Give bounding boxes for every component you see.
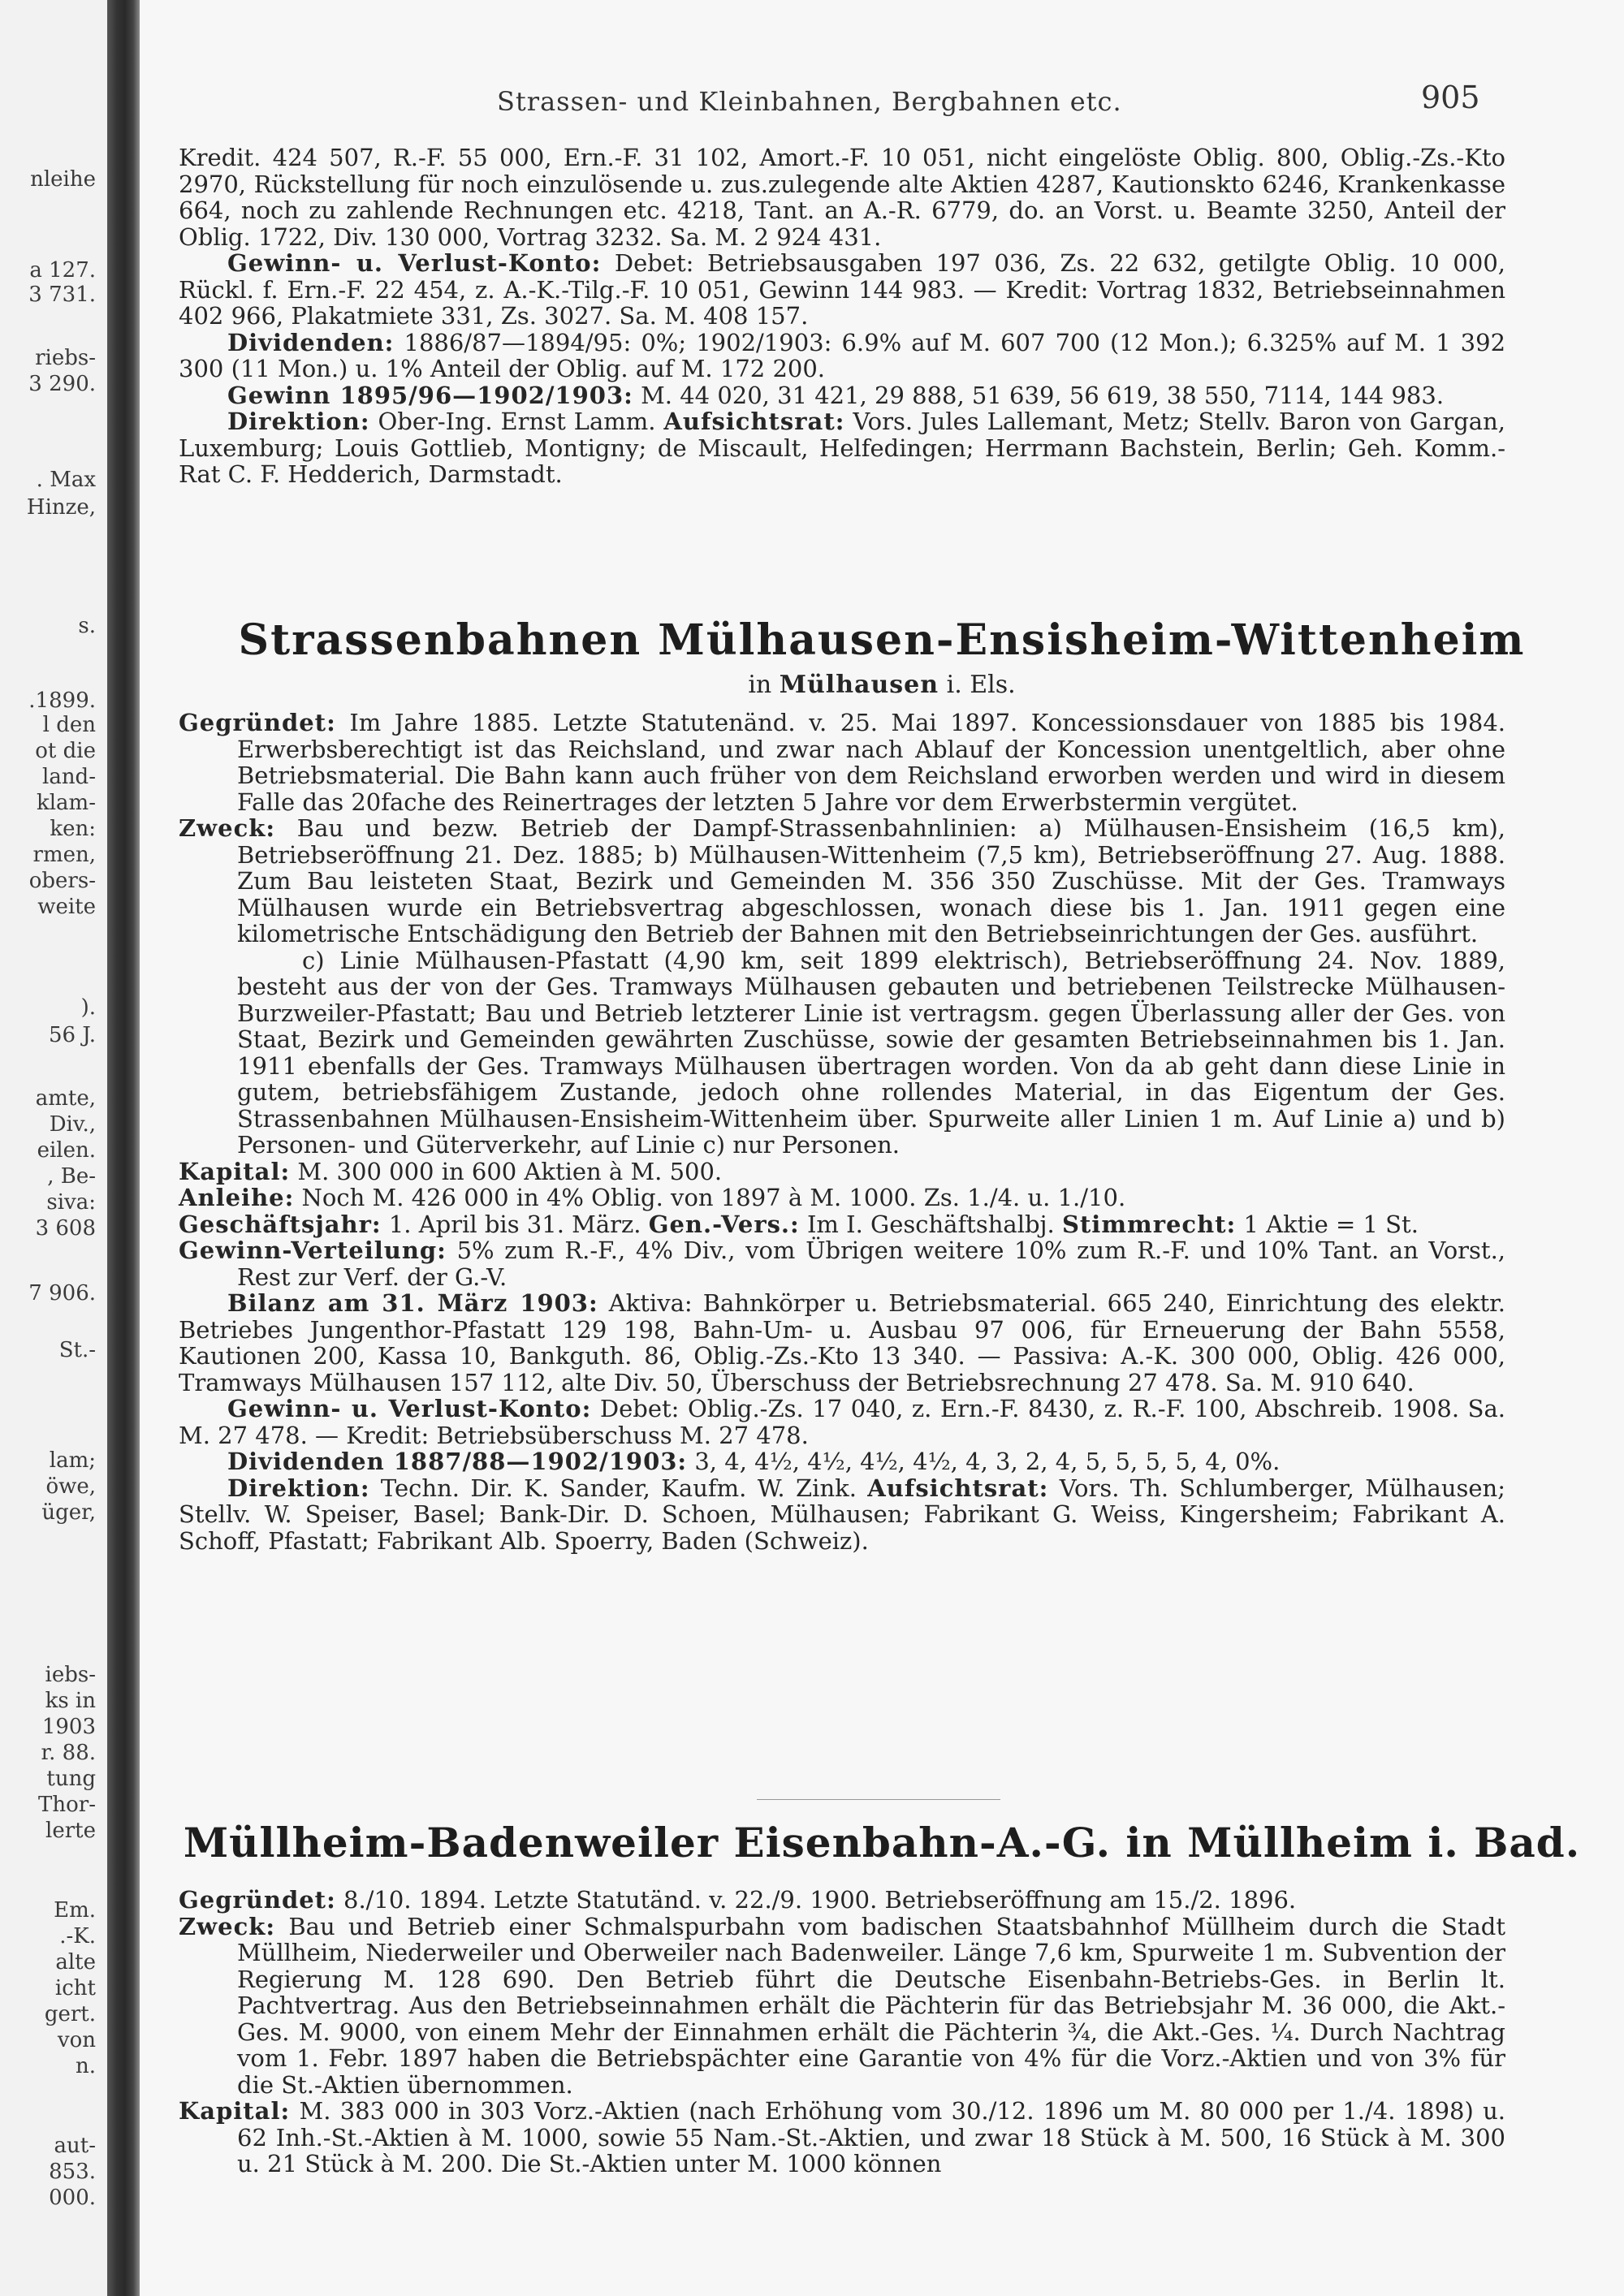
margin-fragment: gert. <box>44 2002 96 2026</box>
dividends-paragraph <box>179 1448 1505 1475</box>
margin-fragment: iebs- <box>45 1663 96 1687</box>
document-page <box>140 0 1624 2296</box>
margin-fragment: land- <box>42 765 96 789</box>
dividends-paragraph <box>179 330 1505 382</box>
field-label: Direktion: <box>227 408 370 435</box>
field-label: Zweck: <box>179 814 276 842</box>
field-label: Gewinn 1895/96—1902/1903: <box>227 381 633 409</box>
field-value: 1. April bis 31. März. <box>388 1210 641 1238</box>
margin-fragment: ot die <box>35 739 96 763</box>
company-entry <box>179 1887 1505 2177</box>
field-value: Aktiva: Bahnkörper u. Betriebsmaterial. 665 240, Einrichtung des elektr. Betriebes Jungenthor-Pfastatt 129 198, Bahn-Um- u. Ausbau 97 006, für Erneuerung der Bahn 5558, Kautionen 200, Kassa 10, Bankguth. 86, Oblig.-Zs.-Kto 13 340. — Passiva: A.-K. 300 000, Oblig. 426 000, Tramways Mülhausen 157 112, alte Div. 50, Überschuss der Betriebsrechnung 27 478. Sa. M. 910 640. <box>179 1289 1505 1396</box>
margin-fragment: klam- <box>36 791 96 815</box>
margin-fragment: n. <box>75 2054 96 2078</box>
margin-fragment: Thor- <box>38 1793 96 1817</box>
margin-fragment: Div., <box>49 1112 96 1137</box>
field-label: Zweck: <box>179 1912 276 1940</box>
margin-fragment: obers- <box>28 869 96 893</box>
margin-fragment: 3 608 <box>35 1216 96 1241</box>
margin-fragment: von <box>57 2028 96 2052</box>
profit-loss-paragraph <box>179 1396 1505 1448</box>
field-value: 1886/87—1894/95: 0%; 1902/1903: 6.9% auf M. 607 700 (12 Mon.); 6.325% auf M. 1 392 300 (11 Mon.) u. 1% Anteil der Oblig. auf M. 172 200. <box>179 328 1506 382</box>
profit-history-paragraph <box>179 382 1505 409</box>
field-value: Im I. Geschäftshalbj. <box>806 1210 1055 1238</box>
field-label: Gegründet: <box>179 709 336 736</box>
margin-fragment: 3 290. <box>28 372 96 396</box>
book-gutter <box>107 0 140 2296</box>
capital-paragraph <box>179 1159 1505 1185</box>
field-value: M. 383 000 in 303 Vorz.-Aktien (nach Erhöhung vom 30./12. 1896 um M. 80 000 per 1./4. 1898) u. 62 Inh.-St.-Aktien à M. 1000, sowie 55 Nam.-St.-Aktien, und zwar 18 Stück à M. 500, 16 Stück à M. 300 u. 21 Stück à M. 200. Die St.-Aktien unter M. 1000 können <box>237 2097 1506 2177</box>
field-label: Aufsichtsrat: <box>663 408 845 435</box>
margin-fragment: ). <box>80 995 96 1020</box>
margin-fragment: ken: <box>50 817 96 841</box>
margin-fragment: siva: <box>46 1190 96 1215</box>
margin-fragment: tung <box>46 1767 96 1791</box>
section-continuation <box>179 145 1505 488</box>
management-paragraph <box>179 1475 1505 1555</box>
subtitle-prefix: in <box>748 671 772 699</box>
field-label: Dividenden: <box>227 328 395 356</box>
field-value: 1 Aktie = 1 St. <box>1243 1210 1419 1238</box>
field-value: 8./10. 1894. Letzte Statutänd. v. 22./9. 1900. Betriebseröffnung am 15./2. 1896. <box>343 1886 1297 1914</box>
margin-fragment: 853. <box>49 2160 96 2184</box>
margin-fragment: riebs- <box>35 346 96 370</box>
field-value: Noch M. 426 000 in 4% Oblig. von 1897 à M. 1000. Zs. 1./4. u. 1./10. <box>301 1184 1126 1211</box>
field-label: Gewinn- u. Verlust-Konto: <box>227 1395 592 1422</box>
field-value: Debet: Betriebsausgaben 197 036, Zs. 22 632, getilgte Oblig. 10 000, Rückl. f. Ern.-F. 22 454, z. A.-K.-Tilg.-F. 10 051, Gewinn 144 983. — Kredit: Vortrag 1832, Betriebseinnahmen 402 966, Plakatmiete 331, Zs. 3027. Sa. M. 408 157. <box>179 249 1506 330</box>
margin-fragment: s. <box>78 614 96 638</box>
field-label: Gewinn- u. Verlust-Konto: <box>227 249 602 277</box>
margin-fragment: rmen, <box>32 843 96 867</box>
field-value: M. 300 000 in 600 Aktien à M. 500. <box>297 1157 723 1185</box>
margin-fragment: alte <box>55 1950 96 1974</box>
margin-fragment: lerte <box>45 1819 96 1843</box>
field-label: Direktion: <box>227 1474 370 1502</box>
balance-paragraph <box>179 1290 1505 1396</box>
margin-fragment: . Max <box>36 468 96 492</box>
capital-paragraph <box>179 2098 1505 2177</box>
running-head: Strassen- und Kleinbahnen, Bergbahnen etc. <box>497 86 1122 117</box>
subtitle-suffix: i. Els. <box>946 671 1016 699</box>
field-label: Geschäftsjahr: <box>179 1210 382 1238</box>
margin-fragment: , Be- <box>47 1164 96 1189</box>
previous-page-margin <box>0 0 107 2296</box>
field-label: Gen.-Vers.: <box>648 1210 800 1238</box>
field-value: Techn. Dir. K. Sander, Kaufm. W. Zink. <box>380 1474 857 1502</box>
field-label: Aufsichtsrat: <box>867 1474 1049 1502</box>
margin-fragment: amte, <box>35 1086 96 1111</box>
margin-fragment: .1899. <box>28 688 96 713</box>
subtitle-place: Mülhausen <box>779 671 939 699</box>
field-value: Im Jahre 1885. Letzte Statutenänd. v. 25. Mai 1897. Koncessionsdauer von 1885 bis 1984. Erwerbsberechtigt ist das Reichsland, und zwar nach Ablauf der Koncession unentgeltlich, aber ohne Betriebsmaterial. Die Bahn kann auch früher von dem Reichsland erworben werden und wird in diesem Falle das 20fache des Reinertrages der letzten 5 Jahre vor dem Erwerbstermin vergütet. <box>237 709 1505 816</box>
field-label: Gegründet: <box>179 1886 336 1914</box>
field-label: Stimmrecht: <box>1061 1210 1237 1238</box>
company-entry <box>179 710 1505 1554</box>
field-value: M. 44 020, 31 421, 29 888, 51 639, 56 619, 38 550, 7114, 144 983. <box>641 381 1445 409</box>
company-title: Müllheim-Badenweiler Eisenbahn-A.-G. in Müllheim i. Bad. <box>183 1819 1581 1867</box>
field-value: Vors. Jules Lallemant, Metz; Stellv. Baron von Gargan, Luxemburg; Louis Gottlieb, Montigny; de Miscault, Helfedingen; Herrmann Bachstein, Berlin; Geh. Komm.-Rat C. F. Hedderich, Darmstadt. <box>179 408 1505 488</box>
section-divider <box>757 1799 1000 1800</box>
margin-fragment: üger, <box>41 1500 96 1525</box>
company-title: Strassenbahnen Mülhausen-Ensisheim-Wittenheim <box>238 615 1526 665</box>
margin-fragment: 7 906. <box>28 1281 96 1306</box>
field-value: 5% zum R.-F., 4% Div., vom Übrigen weitere 10% zum R.-F. und 10% Tant. an Vorst., Rest zur Verf. der G.-V. <box>237 1236 1505 1291</box>
field-value: Ober-Ing. Ernst Lamm. <box>378 408 656 435</box>
field-value: Bau und bezw. Betrieb der Dampf-Strassenbahnlinien: a) Mülhausen-Ensisheim (16,5 km), Betriebseröffnung 21. Dez. 1885; b) Mülhausen-Wittenheim (7,5 km), Betriebseröffnung 27. Aug. 1888. Zum Bau leisteten Staat, Bezirk und Gemeinden M. 356 350 Zuschüsse. Mit der Ges. Tramways Mülhausen wurde ein Betriebsvertrag abgeschlossen, wonach diese bis 1. Jan. 1911 gegen eine kilometrische Entschädigung den Betrieb der Bahnen mit den Betriebseinrichtungen der Ges. ausführt. <box>237 814 1505 947</box>
field-label: Dividenden 1887/88—1902/1903: <box>227 1448 688 1475</box>
field-label: Bilanz am 31. März 1903: <box>227 1289 598 1317</box>
management-paragraph <box>179 408 1505 488</box>
margin-fragment: nleihe <box>30 167 96 192</box>
margin-fragment: .-K. <box>59 1924 96 1949</box>
margin-fragment: aut- <box>54 2134 96 2158</box>
margin-fragment: Hinze, <box>26 495 96 520</box>
margin-fragment: öwe, <box>45 1474 96 1499</box>
founded-paragraph <box>179 710 1505 815</box>
profit-distribution-paragraph <box>179 1237 1505 1290</box>
field-label: Gewinn-Verteilung: <box>179 1236 447 1264</box>
page-number: 905 <box>1421 80 1480 115</box>
field-label: Kapital: <box>179 2097 291 2125</box>
field-value: Bau und Betrieb einer Schmalspurbahn vom badischen Staatsbahnhof Müllheim durch die Stadt Müllheim, Niederweiler und Oberweiler nach Badenweiler. Länge 7,6 km, Spurweite 1 m. Subvention der Regierung M. 128 690. Den Betrieb führt die Deutsche Eisenbahn-Betriebs-Ges. in Berlin lt. Pachtvertrag. Aus den Betriebseinnahmen erhält die Pächterin für das Betriebsjahr M. 36 000, die Akt.-Ges. M. 9000, von einem Mehr der Einnahmen erhält die Pächterin ¾, die Akt.-Ges. ¼. Durch Nachtrag vom 1. Febr. 1897 haben die Betriebspächter eine Garantie von 4% für die Vorz.-Aktien und von 3% für die St.-Aktien übernommen. <box>237 1912 1506 2099</box>
purpose-paragraph <box>179 815 1505 947</box>
margin-fragment: eilen. <box>37 1138 96 1163</box>
field-value: Debet: Oblig.-Zs. 17 040, z. Ern.-F. 8430, z. R.-F. 100, Abschreib. 1908. Sa. M. 27 478. — Kredit: Betriebsüberschuss M. 27 478. <box>179 1395 1505 1449</box>
margin-fragment: l den <box>42 713 96 737</box>
margin-fragment: 56 J. <box>48 1023 96 1047</box>
margin-fragment: a 127. <box>29 258 96 283</box>
margin-fragment: St.- <box>58 1338 96 1362</box>
margin-fragment: 000. <box>49 2186 96 2210</box>
fiscal-year-paragraph <box>179 1211 1505 1238</box>
profit-loss-paragraph <box>179 250 1505 330</box>
margin-fragment: ks in <box>45 1689 96 1713</box>
bond-paragraph <box>179 1185 1505 1211</box>
margin-fragment: 1903 <box>41 1715 96 1739</box>
margin-fragment: 3 731. <box>28 283 96 307</box>
purpose-line-c: c) Linie Mülhausen-Pfastatt (4,90 km, seit 1899 elektrisch), Betriebseröffnung 24. Nov. 1889, besteht aus der von der Ges. Tramways Mülhausen gebauten und betriebenen Teilstrecke Mülhausen-Burzweiler-Pfastatt; Bau und Betrieb letzterer Linie ist vertragsm. gegen Überlassung aller der Ges. von Staat, Bezirk und Gemeinden gewährten Zuschüsse, sowie der gesamten Betriebseinnahmen bis 1. Jan. 1911 ebenfalls der Ges. Tramways Mülhausen übertragen worden. Von da ab geht dann diese Linie in gutem, betriebsfähigem Zustande, jedoch ohne rollendes Material, in das Eigentum der Ges. Strassenbahnen Mülhausen-Ensisheim-Wittenheim über. Spurweite aller Linien 1 m. Auf Linie a) und b) Personen- und Güterverkehr, auf Linie c) nur Personen. <box>237 946 1505 1159</box>
purpose-paragraph <box>179 1914 1505 2099</box>
founded-paragraph <box>179 1887 1505 1914</box>
field-value: 3, 4, 4½, 4½, 4½, 4½, 4, 3, 2, 4, 5, 5, 5, 5, 4, 0%. <box>694 1448 1281 1475</box>
field-label: Kapital: <box>179 1157 291 1185</box>
field-value: Vors. Th. Schlumberger, Mülhausen; Stellv. W. Speiser, Basel; Bank-Dir. D. Schoen, Mülhausen; Fabrikant G. Weiss, Kingersheim; Fabrikant A. Schoff, Pfastatt; Fabrikant Alb. Spoerry, Baden (Schweiz). <box>179 1474 1506 1555</box>
margin-fragment: lam; <box>49 1448 96 1473</box>
margin-fragment: Em. <box>54 1898 96 1923</box>
margin-fragment: weite <box>37 895 96 919</box>
margin-fragment: icht <box>54 1976 96 2000</box>
field-label: Anleihe: <box>179 1184 295 1211</box>
company-subtitle <box>140 671 1624 699</box>
balance-continuation: Kredit. 424 507, R.-F. 55 000, Ern.-F. 31 102, Amort.-F. 10 051, nicht eingelöste Oblig. 800, Oblig.-Zs.-Kto 2970, Rückstellung für noch einzulösende u. zus.zulegende alte Aktien 4287, Kautionskto 6246, Krankenkasse 664, noch zu zahlende Rechnungen etc. 4218, Tant. an A.-R. 6779, do. an Vorst. u. Beamte 3250, Anteil der Oblig. 1722, Div. 130 000, Vortrag 3232. Sa. M. 2 924 431. <box>179 144 1505 251</box>
margin-fragment: r. 88. <box>41 1741 96 1765</box>
